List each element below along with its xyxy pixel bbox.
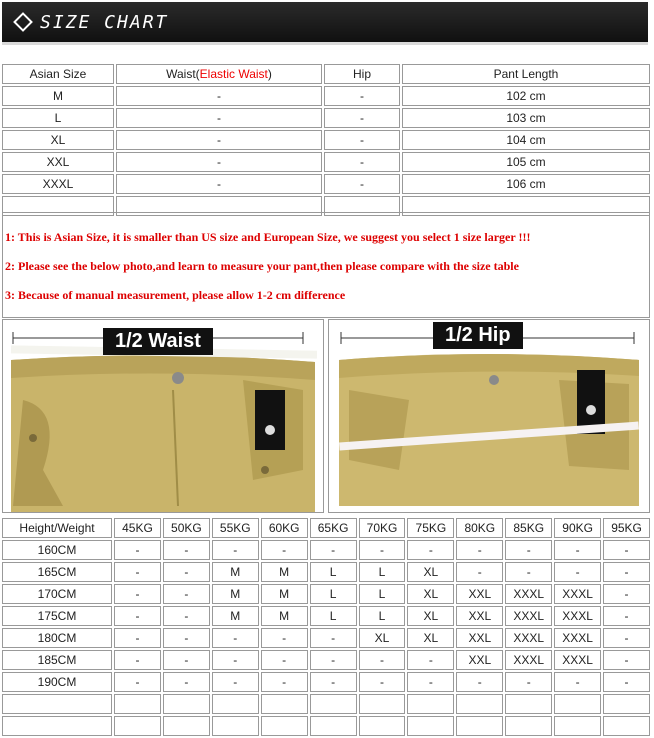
size-cell: XXL (456, 584, 503, 604)
length-cell: 104 cm (402, 130, 650, 150)
size-cell: - (310, 650, 357, 670)
size-cell: - (554, 540, 601, 560)
waist-cell: - (116, 130, 322, 150)
size-cell: - (603, 606, 650, 626)
length-cell: 102 cm (402, 86, 650, 106)
row-label-cell: Height/Weight (2, 518, 112, 538)
size-cell: - (554, 562, 601, 582)
size-cell: XXXL (505, 606, 552, 626)
diamond-icon (13, 12, 33, 32)
size-cell: L (2, 108, 114, 128)
size-cell: - (310, 540, 357, 560)
size-cell: - (359, 540, 406, 560)
table-row (2, 650, 650, 670)
size-cell: - (359, 672, 406, 692)
size-cell (407, 716, 454, 736)
table-row (2, 152, 650, 172)
size-cell: 45KG (114, 518, 161, 538)
size-cell (554, 716, 601, 736)
row-label-cell (2, 716, 112, 736)
size-cell: - (310, 628, 357, 648)
size-cell: - (212, 540, 259, 560)
size-cell: - (212, 650, 259, 670)
row-label-cell: 180CM (2, 628, 112, 648)
size-cell (603, 716, 650, 736)
size-cell: - (261, 650, 308, 670)
size-cell (505, 716, 552, 736)
size-cell (554, 694, 601, 714)
size-cell: - (456, 540, 503, 560)
size-cell (456, 716, 503, 736)
size-cell: - (163, 562, 210, 582)
note-3: 3: Because of manual measurement, please allow 1-2 cm difference (5, 288, 346, 302)
empty-row (2, 716, 650, 736)
note-2: 2: Please see the below photo,and learn to measure your pant,then please compare with the size table (5, 259, 519, 273)
table-row (2, 108, 650, 128)
size-cell: - (603, 650, 650, 670)
size-cell: XXL (456, 606, 503, 626)
size-cell: - (163, 650, 210, 670)
size-cell: M (261, 562, 308, 582)
header-asian-size: Asian Size (2, 64, 114, 84)
table-row (2, 130, 650, 150)
size-cell (212, 716, 259, 736)
table-row (2, 540, 650, 560)
size-cell: M (212, 584, 259, 604)
hip-cell: - (324, 86, 400, 106)
size-cell: - (114, 540, 161, 560)
size-cell (603, 694, 650, 714)
hip-cell: - (324, 174, 400, 194)
size-cell: XXXL (505, 650, 552, 670)
size-cell: - (163, 606, 210, 626)
waist-label: 1/2 Waist (103, 328, 213, 355)
size-cell: L (359, 584, 406, 604)
size-cell: XL (2, 130, 114, 150)
header-hip: Hip (324, 64, 400, 84)
table-row (2, 628, 650, 648)
size-cell: - (456, 672, 503, 692)
size-cell: L (310, 606, 357, 626)
size-cell: - (163, 584, 210, 604)
banner-underline (2, 42, 648, 45)
size-cell: XL (407, 584, 454, 604)
size-cell: 95KG (603, 518, 650, 538)
size-cell: 80KG (456, 518, 503, 538)
row-label-cell: 165CM (2, 562, 112, 582)
hip-cell: - (324, 152, 400, 172)
size-table-header (2, 64, 650, 84)
size-cell: XXL (456, 650, 503, 670)
size-cell: XL (407, 606, 454, 626)
hip-label: 1/2 Hip (433, 322, 523, 349)
size-cell: - (212, 628, 259, 648)
size-cell: - (114, 606, 161, 626)
size-cell (359, 694, 406, 714)
row-label-cell: 185CM (2, 650, 112, 670)
size-cell: - (114, 584, 161, 604)
size-cell: 65KG (310, 518, 357, 538)
note-1: 1: This is Asian Size, it is smaller than US size and European Size, we suggest you select 1 size larger !!! (5, 230, 531, 244)
size-cell: XXXL (2, 174, 114, 194)
size-cell: - (114, 672, 161, 692)
table-row (2, 584, 650, 604)
size-cell: - (114, 562, 161, 582)
size-cell: M (261, 584, 308, 604)
empty-row (2, 694, 650, 714)
row-label-cell (2, 694, 112, 714)
table-row (2, 174, 650, 194)
size-cell: 60KG (261, 518, 308, 538)
size-cell: XXL (456, 628, 503, 648)
size-cell: - (163, 628, 210, 648)
size-cell: 50KG (163, 518, 210, 538)
size-cell: M (261, 606, 308, 626)
size-cell: - (261, 540, 308, 560)
size-cell (114, 716, 161, 736)
size-cell (359, 716, 406, 736)
size-cell: - (407, 650, 454, 670)
size-cell: - (505, 540, 552, 560)
size-cell: 90KG (554, 518, 601, 538)
size-cell (407, 694, 454, 714)
size-cell: L (359, 562, 406, 582)
table-row (2, 672, 650, 692)
size-cell: - (505, 672, 552, 692)
size-cell: M (2, 86, 114, 106)
waist-cell: - (116, 108, 322, 128)
size-cell (114, 694, 161, 714)
size-cell (261, 694, 308, 714)
size-cell: - (310, 672, 357, 692)
size-cell: - (603, 672, 650, 692)
size-cell: XXXL (554, 584, 601, 604)
table-row (2, 86, 650, 106)
size-cell: XXXL (505, 584, 552, 604)
size-cell (505, 694, 552, 714)
size-cell: - (163, 672, 210, 692)
size-cell: XXXL (554, 650, 601, 670)
size-cell: XXXL (554, 606, 601, 626)
size-cell: - (456, 562, 503, 582)
size-cell (310, 716, 357, 736)
hip-photo (328, 319, 650, 513)
height-weight-table (0, 516, 652, 738)
wh-table-header (2, 518, 650, 538)
size-cell: - (554, 672, 601, 692)
size-cell: 70KG (359, 518, 406, 538)
size-cell (163, 716, 210, 736)
size-cell: - (261, 672, 308, 692)
size-cell: M (212, 562, 259, 582)
size-chart-banner (2, 2, 648, 42)
size-cell: XXXL (505, 628, 552, 648)
size-cell: XL (407, 562, 454, 582)
size-cell: - (359, 650, 406, 670)
size-cell: - (407, 672, 454, 692)
size-cell: - (163, 540, 210, 560)
size-cell: XXL (2, 152, 114, 172)
size-cell: M (212, 606, 259, 626)
elastic-waist-label: Elastic Waist (199, 67, 268, 81)
header-waist: Waist(Elastic Waist) (116, 64, 322, 84)
header-pant-length: Pant Length (402, 64, 650, 84)
size-cell: - (212, 672, 259, 692)
hip-cell: - (324, 108, 400, 128)
row-label-cell: 170CM (2, 584, 112, 604)
length-cell: 106 cm (402, 174, 650, 194)
waist-cell: - (116, 86, 322, 106)
size-cell (163, 694, 210, 714)
size-cell: - (407, 540, 454, 560)
size-cell (456, 694, 503, 714)
row-label-cell: 160CM (2, 540, 112, 560)
size-cell (261, 716, 308, 736)
size-cell: XL (407, 628, 454, 648)
size-notes (2, 212, 650, 318)
table-row (2, 606, 650, 626)
size-cell: L (310, 584, 357, 604)
row-label-cell: 175CM (2, 606, 112, 626)
size-cell: L (359, 606, 406, 626)
size-table (0, 62, 652, 218)
size-cell (212, 694, 259, 714)
size-cell: 85KG (505, 518, 552, 538)
size-cell: XL (359, 628, 406, 648)
size-cell: L (310, 562, 357, 582)
size-cell (310, 694, 357, 714)
size-cell: XXXL (554, 628, 601, 648)
size-cell: - (603, 562, 650, 582)
row-label-cell: 190CM (2, 672, 112, 692)
waist-photo (2, 319, 324, 513)
size-cell: - (603, 584, 650, 604)
waist-cell: - (116, 174, 322, 194)
size-cell: - (603, 628, 650, 648)
size-cell: - (261, 628, 308, 648)
banner-title: SIZE CHART (40, 11, 169, 33)
size-cell: 75KG (407, 518, 454, 538)
length-cell: 103 cm (402, 108, 650, 128)
table-row (2, 562, 650, 582)
size-cell: 55KG (212, 518, 259, 538)
waist-cell: - (116, 152, 322, 172)
length-cell: 105 cm (402, 152, 650, 172)
size-cell: - (505, 562, 552, 582)
size-cell: - (603, 540, 650, 560)
size-cell: - (114, 650, 161, 670)
size-cell: - (114, 628, 161, 648)
hip-cell: - (324, 130, 400, 150)
